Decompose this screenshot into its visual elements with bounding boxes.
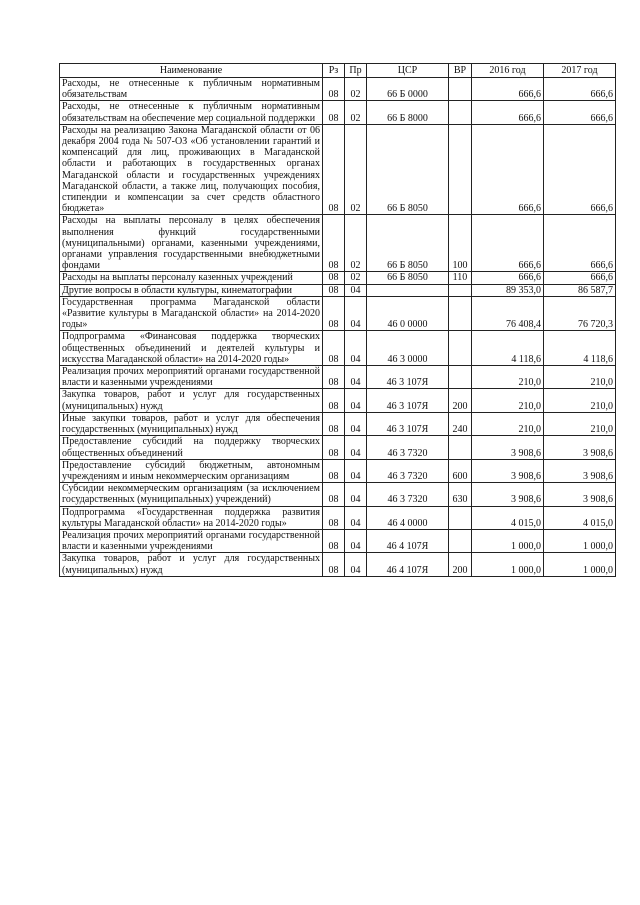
row-rz: 08 [323,296,345,331]
table-row [60,436,616,459]
row-name: Закупка товаров, работ и услуг для государственных (муниципальных) нужд [60,553,323,576]
row-vr [449,529,472,552]
row-vr [449,331,472,366]
table-row [60,389,616,412]
row-vr [449,101,472,124]
row-pr: 02 [345,101,367,124]
row-value-2017: 3 908,6 [544,483,616,506]
row-value-2017: 210,0 [544,412,616,435]
row-value-2016: 3 908,6 [472,436,544,459]
row-csr: 46 4 107Я [367,553,449,576]
row-vr: 600 [449,459,472,482]
row-pr: 02 [345,272,367,284]
budget-table-sheet [59,63,615,577]
row-pr: 04 [345,296,367,331]
row-name: Предоставление субсидий бюджетным, автономным учреждениям и иным некоммерческим организациям [60,459,323,482]
row-value-2017: 1 000,0 [544,553,616,576]
row-vr: 200 [449,389,472,412]
row-rz: 08 [323,331,345,366]
row-pr: 04 [345,366,367,389]
row-pr: 02 [345,124,367,215]
row-value-2017: 4 118,6 [544,331,616,366]
row-value-2017: 3 908,6 [544,459,616,482]
row-value-2016: 1 000,0 [472,553,544,576]
row-value-2016: 666,6 [472,124,544,215]
budget-table [59,63,616,577]
table-row [60,101,616,124]
row-vr: 100 [449,215,472,272]
header-vr: ВР [449,64,472,78]
table-row [60,412,616,435]
table-row [60,459,616,482]
row-vr [449,366,472,389]
table-row [60,296,616,331]
row-vr [449,296,472,331]
row-csr: 46 3 7320 [367,436,449,459]
row-pr: 04 [345,331,367,366]
row-value-2016: 76 408,4 [472,296,544,331]
header-2016: 2016 год [472,64,544,78]
row-value-2017: 1 000,0 [544,529,616,552]
row-vr [449,436,472,459]
row-name: Закупка товаров, работ и услуг для государственных (муниципальных) нужд [60,389,323,412]
row-value-2016: 210,0 [472,366,544,389]
row-value-2017: 666,6 [544,215,616,272]
row-vr [449,124,472,215]
table-row [60,124,616,215]
row-name: Предоставление субсидий на поддержку творческих общественных объединений [60,436,323,459]
row-name: Подпрограмма «Финансовая поддержка творческих общественных объединений и деятелей культуры и искусства Магаданской области» на 2014-2020 годы» [60,331,323,366]
row-value-2016: 4 015,0 [472,506,544,529]
row-value-2017: 4 015,0 [544,506,616,529]
row-value-2017: 3 908,6 [544,436,616,459]
row-rz: 08 [323,412,345,435]
row-value-2017: 210,0 [544,366,616,389]
row-rz: 08 [323,215,345,272]
table-row [60,553,616,576]
table-row [60,284,616,296]
row-csr: 66 Б 8050 [367,124,449,215]
header-name: Наименование [60,64,323,78]
row-rz: 08 [323,124,345,215]
row-name: Субсидии некоммерческим организациям (за исключением государственных (муниципальных) учреждений) [60,483,323,506]
row-value-2016: 1 000,0 [472,529,544,552]
row-value-2017: 666,6 [544,78,616,101]
header-rz: Рз [323,64,345,78]
row-pr: 04 [345,506,367,529]
row-value-2016: 666,6 [472,101,544,124]
row-rz: 08 [323,284,345,296]
table-row [60,331,616,366]
row-value-2017: 210,0 [544,389,616,412]
row-csr: 46 3 107Я [367,412,449,435]
table-row [60,215,616,272]
row-csr: 46 4 107Я [367,529,449,552]
table-row [60,506,616,529]
row-csr: 66 Б 8050 [367,215,449,272]
row-pr: 02 [345,78,367,101]
row-csr: 46 4 0000 [367,506,449,529]
row-pr: 04 [345,436,367,459]
row-pr: 04 [345,389,367,412]
row-rz: 08 [323,483,345,506]
row-rz: 08 [323,272,345,284]
row-rz: 08 [323,78,345,101]
row-vr: 110 [449,272,472,284]
row-rz: 08 [323,366,345,389]
table-row [60,529,616,552]
row-vr [449,284,472,296]
row-csr: 46 0 0000 [367,296,449,331]
row-name: Иные закупки товаров, работ и услуг для обеспечения государственных (муниципальных) нужд [60,412,323,435]
row-vr: 630 [449,483,472,506]
header-2017: 2017 год [544,64,616,78]
row-value-2016: 89 353,0 [472,284,544,296]
row-name: Государственная программа Магаданской области «Развитие культуры в Магаданской области» на 2014-2020 годы» [60,296,323,331]
row-name: Расходы, не отнесенные к публичным нормативным обязательствам [60,78,323,101]
row-name: Расходы, не отнесенные к публичным нормативным обязательствам на обеспечение мер социальной поддержки [60,101,323,124]
row-value-2016: 3 908,6 [472,459,544,482]
row-value-2017: 76 720,3 [544,296,616,331]
row-value-2016: 210,0 [472,389,544,412]
header-pr: Пр [345,64,367,78]
row-value-2016: 666,6 [472,78,544,101]
row-csr: 66 Б 0000 [367,78,449,101]
row-value-2017: 666,6 [544,272,616,284]
row-csr [367,284,449,296]
row-csr: 66 Б 8000 [367,101,449,124]
row-vr [449,78,472,101]
row-vr: 240 [449,412,472,435]
row-rz: 08 [323,506,345,529]
table-row [60,78,616,101]
row-csr: 46 3 107Я [367,366,449,389]
row-name: Реализация прочих мероприятий органами государственной власти и казенными учреждениями [60,529,323,552]
row-csr: 46 3 107Я [367,389,449,412]
row-rz: 08 [323,101,345,124]
row-pr: 02 [345,215,367,272]
row-name: Расходы на выплаты персоналу в целях обеспечения выполнения функций государственными (муниципальными) органами, казенными учреждениями, органами управления государственными внебюджетными фондами [60,215,323,272]
table-row [60,483,616,506]
row-csr: 46 3 7320 [367,459,449,482]
table-row [60,272,616,284]
row-rz: 08 [323,459,345,482]
row-pr: 04 [345,553,367,576]
row-value-2016: 666,6 [472,215,544,272]
table-body [60,78,616,577]
row-rz: 08 [323,436,345,459]
row-value-2016: 666,6 [472,272,544,284]
row-rz: 08 [323,553,345,576]
table-row [60,366,616,389]
row-csr: 46 3 0000 [367,331,449,366]
header-csr: ЦСР [367,64,449,78]
row-value-2016: 4 118,6 [472,331,544,366]
row-value-2017: 666,6 [544,101,616,124]
row-value-2017: 666,6 [544,124,616,215]
row-name: Расходы на реализацию Закона Магаданской области от 06 декабря 2004 года № 507-ОЗ «Об установлении гарантий и компенсаций для лиц, проживающих в Магаданской области и работающих в государственных органах Магаданской области и государственных учреждениях Магаданской области, а также лиц, получающих пособия, стипендии и компенсации за счет средств областного бюджета» [60,124,323,215]
row-value-2017: 86 587,7 [544,284,616,296]
row-csr: 46 3 7320 [367,483,449,506]
row-name: Реализация прочих мероприятий органами государственной власти и казенными учреждениями [60,366,323,389]
row-value-2016: 210,0 [472,412,544,435]
row-pr: 04 [345,483,367,506]
row-pr: 04 [345,412,367,435]
row-rz: 08 [323,389,345,412]
row-rz: 08 [323,529,345,552]
row-name: Подпрограмма «Государственная поддержка развития культуры Магаданской области» на 2014-2020 годы» [60,506,323,529]
row-vr: 200 [449,553,472,576]
row-name: Другие вопросы в области культуры, кинематографии [60,284,323,296]
row-name: Расходы на выплаты персоналу казенных учреждений [60,272,323,284]
row-pr: 04 [345,459,367,482]
row-pr: 04 [345,529,367,552]
row-pr: 04 [345,284,367,296]
row-value-2016: 3 908,6 [472,483,544,506]
row-vr [449,506,472,529]
row-csr: 66 Б 8050 [367,272,449,284]
table-header-row [60,64,616,78]
